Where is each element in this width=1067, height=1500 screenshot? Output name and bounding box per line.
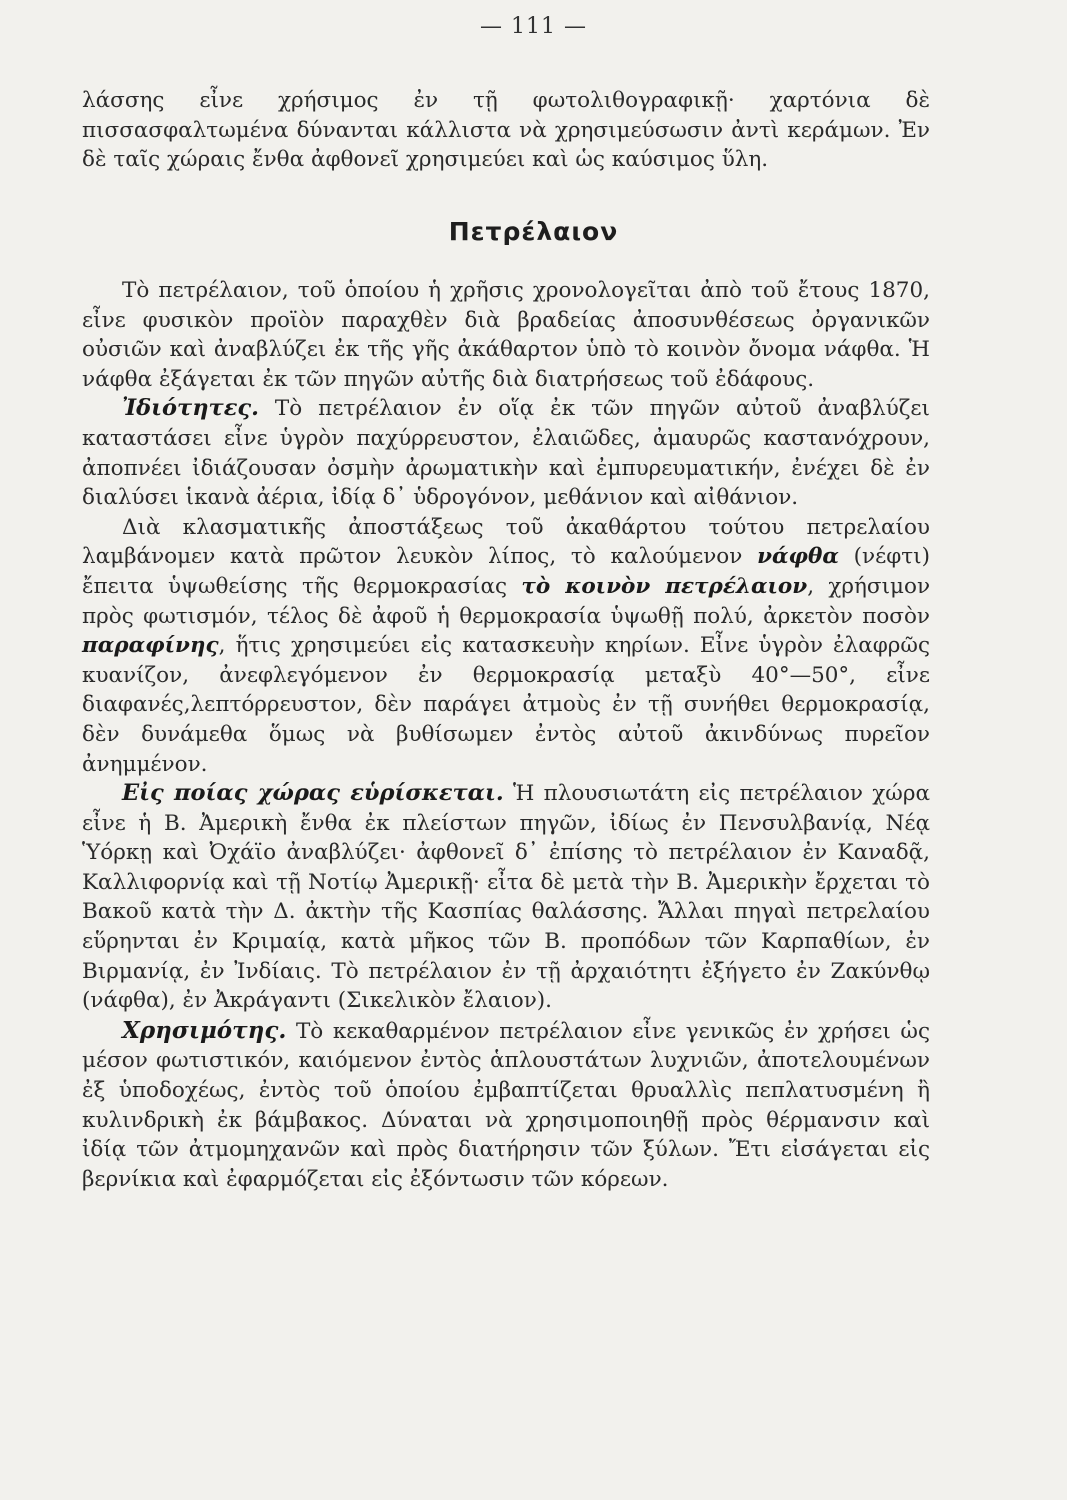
subheading-properties: Ἰδιότητες. <box>122 395 259 422</box>
paragraph-4 <box>82 779 930 1016</box>
emphasis-naphtha: νάφθα <box>757 544 839 570</box>
section-body <box>82 276 930 1194</box>
section-heading: Πετρέλαιον <box>448 217 619 246</box>
paragraph-5 <box>82 1016 930 1195</box>
paragraph-3-text-2: (νέφτι) ἔπειτα ὑψωθείσης τῆς θερμοκρασίας <box>82 544 930 599</box>
paragraph-3-text-1: Διὰ κλασματικῆς ἀποστάξεως τοῦ ἀκαθάρτου τούτου πετρελαίου λαμβάνομεν κατὰ πρῶτον λευκὸν λίπος, τὸ καλούμενον <box>82 514 930 570</box>
paragraph-3 <box>82 513 930 779</box>
subheading-usefulness: Χρησιμότης. <box>122 1016 287 1044</box>
paragraph-5-text: Τὸ κεκαθαρμένον πετρέλαιον εἶνε γενικῶς ἐν χρήσει ὡς μέσον φωτιστικόν, καιόμενον ἐντὸς ἁπλουστάτων λυχνιῶν, ἀποτελουμένων ἐξ ὑποδοχέως, ἐντὸς τοῦ ὁποίου ἐμβαπτίζεται θρυαλλὶς πεπλατυσμένη ἢ κυλινδρικὴ ἐκ βάμβακος. Δύναται νὰ χρησιμοποιηθῇ πρὸς θέρμανσιν καὶ ἰδίᾳ τῶν ἀτμομηχανῶν καὶ πρὸς διατήρησιν τῶν ξύλων. Ἔτι εἰσάγεται εἰς βερνίκια καὶ ἐφαρμόζεται εἰς ἐξόντωσιν τῶν κόρεων. <box>82 1018 930 1192</box>
subheading-locations: Εἰς ποίας χώρας εὑρίσκεται. <box>122 780 504 807</box>
paragraph-4-text: Ἡ πλουσιωτάτη εἰς πετρέλαιον χώρα εἶνε ἡ Β. Ἀμερικὴ ἔνθα ἐκ πλείστων πηγῶν, ἰδίως ἐν Πενσυλβανίᾳ, Νέᾳ Ὑόρκῃ καὶ Ὀχάϊο ἀναβλύζει· ἀφθονεῖ δ᾽ ἐπίσης τὸ πετρέλαιον ἐν Καναδᾷ, Καλλιφορνίᾳ καὶ τῇ Νοτίῳ Ἀμερικῇ· εἶτα δὲ μετὰ τὴν Β. Ἀμερικὴν ἔρχεται τὸ Βακοῦ κατὰ τὴν Δ. ἀκτὴν τῆς Κασπίας θαλάσσης. Ἄλλαι πηγαὶ πετρελαίου εὕρηνται ἐν Κριμαίᾳ, κατὰ μῆκος τῶν Β. προπόδων τῶν Καρπαθίων, ἐν Βιρμανίᾳ, ἐν Ἰνδίαις. Τὸ πετρέλαιον ἐν τῇ ἀρχαιότητι ἐξήγετο ἐν Ζακύνθῳ (νάφθα), ἐν Ἀκράγαντι (Σικελικὸν ἔλαιον). <box>82 781 930 1014</box>
emphasis-common-petroleum: τὸ κοινὸν πετρέλαιον <box>521 573 808 599</box>
paragraph-3-text-3: , χρήσιμον πρὸς φωτισμόν, τέλος δὲ ἀφοῦ ἡ θερμοκρασία ὑψωθῇ πολύ, ἀρκετὸν ποσὸν <box>82 573 931 629</box>
paragraph-2 <box>82 394 930 512</box>
intro-text: λάσσης εἶνε χρήσιμος ἐν τῇ φωτολιθογραφικῇ· χαρτόνια δὲ πισσασφαλτωμένα δύνανται κάλλιστα νὰ χρησιμεύσωσιν ἀντὶ κεράμων. Ἐν δὲ ταῖς χώραις ἔνθα ἀφθονεῖ χρησιμεύει καὶ ὡς καύσιμος ὕλη. <box>82 88 930 173</box>
intro-paragraph <box>82 86 930 175</box>
paragraph-1: Τὸ πετρέλαιον, τοῦ ὁποίου ἡ χρῆσις χρονολογεῖται ἀπὸ τοῦ ἔτους 1870, εἶνε φυσικὸν προϊὸν παραχθὲν διὰ βραδείας ἀποσυνθέσεως ὀργανικῶν οὐσιῶν καὶ ἀναβλύζει ἐκ τῆς γῆς ἀκάθαρτον ὑπὸ τὸ κοινὸν ὄνομα νάφθα. Ἡ νάφθα ἐξάγεται ἐκ τῶν πηγῶν αὐτῆς διὰ διατρήσεως τοῦ ἐδάφους. <box>82 278 930 392</box>
paragraph-3-text-4: , ἥτις χρησιμεύει εἰς κατασκευὴν κηρίων. Εἶνε ὑγρὸν ἐλαφρῶς κυανίζον, ἀνεφλεγόμενον ἐν θερμοκρασίᾳ μεταξὺ 40°—50°, εἶνε διαφανές,λεπτόρρευστον, δὲν παράγει ἀτμοὺς ἐν τῇ συνήθει θερμοκρασίᾳ, δὲν δυνάμεθα ὅμως νὰ βυθίσωμεν ἐντὸς αὐτοῦ ἀκινδύνως πυρεῖον ἀνημμένον. <box>82 633 930 777</box>
emphasis-paraffin: παραφίνης <box>82 633 219 659</box>
paragraph-2-text: Τὸ πετρέλαιον ἐν οἵᾳ ἐκ τῶν πηγῶν αὐτοῦ ἀναβλύζει καταστάσει εἶνε ὑγρὸν παχύρρευστον, ἐλαιῶδες, ἀμαυρῶς καστανόχρουν, ἀποπνέει ἰδιάζουσαν ὀσμὴν ἀρωματικὴν καὶ ἐμπυρευματικήν, ἐνέχει δὲ ἐν διαλύσει ἱκανὰ ἀέρια, ἰδίᾳ δ᾽ ὑδρογόνον, μεθάνιον καὶ αἰθάνιον. <box>82 396 930 511</box>
page-number: — 111 — <box>480 14 587 39</box>
